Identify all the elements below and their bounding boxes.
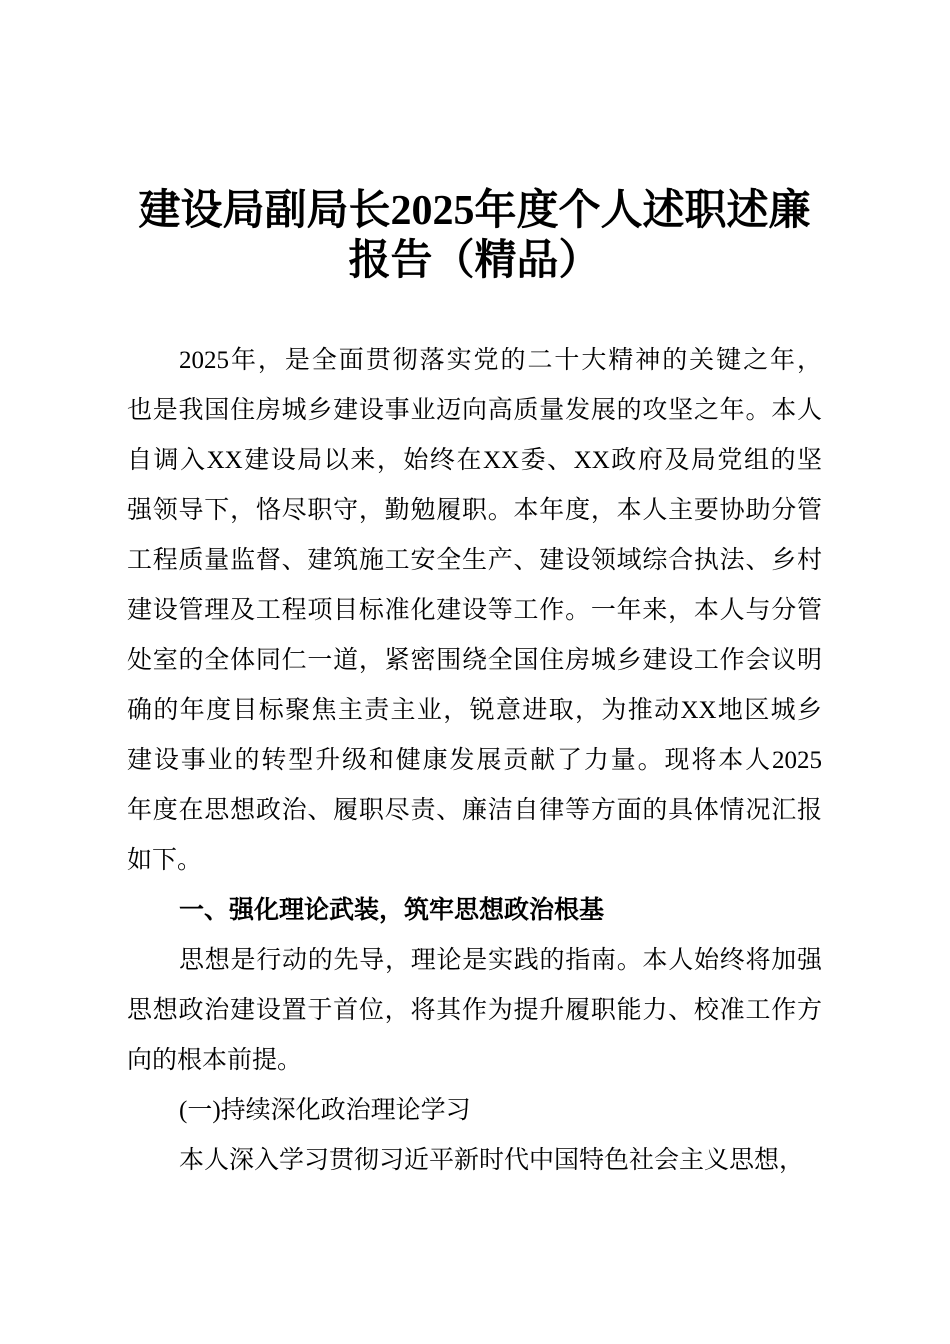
body-line: 自调入XX建设局以来，始终在XX委、XX政府及局党组的坚	[127, 447, 822, 474]
body-line: 思想是行动的先导，理论是实践的指南。本人始终将加强	[179, 947, 822, 974]
title-body-spacer	[127, 286, 822, 336]
body-line: 工程质量监督、建筑施工安全生产、建设领域综合执法、乡村	[127, 547, 822, 574]
body-line: 建设事业的转型升级和健康发展贡献了力量。现将本人2025	[127, 747, 822, 774]
body-line: 年度在思想政治、履职尽责、廉洁自律等方面的具体情况汇报	[127, 797, 822, 824]
title-line-1: 建设局副局长2025年度个人述职述廉	[138, 188, 811, 234]
subsection-heading: (一)持续深化政治理论学习	[179, 1097, 471, 1124]
section-heading: 一、强化理论武装，筑牢思想政治根基	[179, 897, 605, 924]
document-title	[127, 186, 822, 286]
body-line: 思想政治建设置于首位，将其作为提升履职能力、校准工作方	[127, 997, 822, 1024]
body-line: 确的年度目标聚焦主责主业，锐意进取，为推动XX地区城乡	[127, 697, 822, 724]
body-line: 也是我国住房城乡建设事业迈向高质量发展的攻坚之年。本人	[127, 397, 822, 424]
study-paragraph	[127, 1136, 822, 1186]
body-line: 本人深入学习贯彻习近平新时代中国特色社会主义思想，	[179, 1147, 805, 1174]
body-line: 强领导下，恪尽职守，勤勉履职。本年度，本人主要协助分管	[127, 497, 822, 524]
body-line: 处室的全体同仁一道，紧密围绕全国住房城乡建设工作会议明	[127, 647, 822, 674]
body-line: 2025年，是全面贯彻落实党的二十大精神的关键之年，	[179, 347, 822, 374]
intro-paragraph	[127, 336, 822, 886]
theory-paragraph	[127, 936, 822, 1086]
body-line: 建设管理及工程项目标准化建设等工作。一年来，本人与分管	[127, 597, 822, 624]
title-line-2: 报告（精品）	[348, 238, 601, 284]
body-line: 向的根本前提。	[127, 1047, 303, 1074]
body-line: 如下。	[127, 847, 203, 874]
